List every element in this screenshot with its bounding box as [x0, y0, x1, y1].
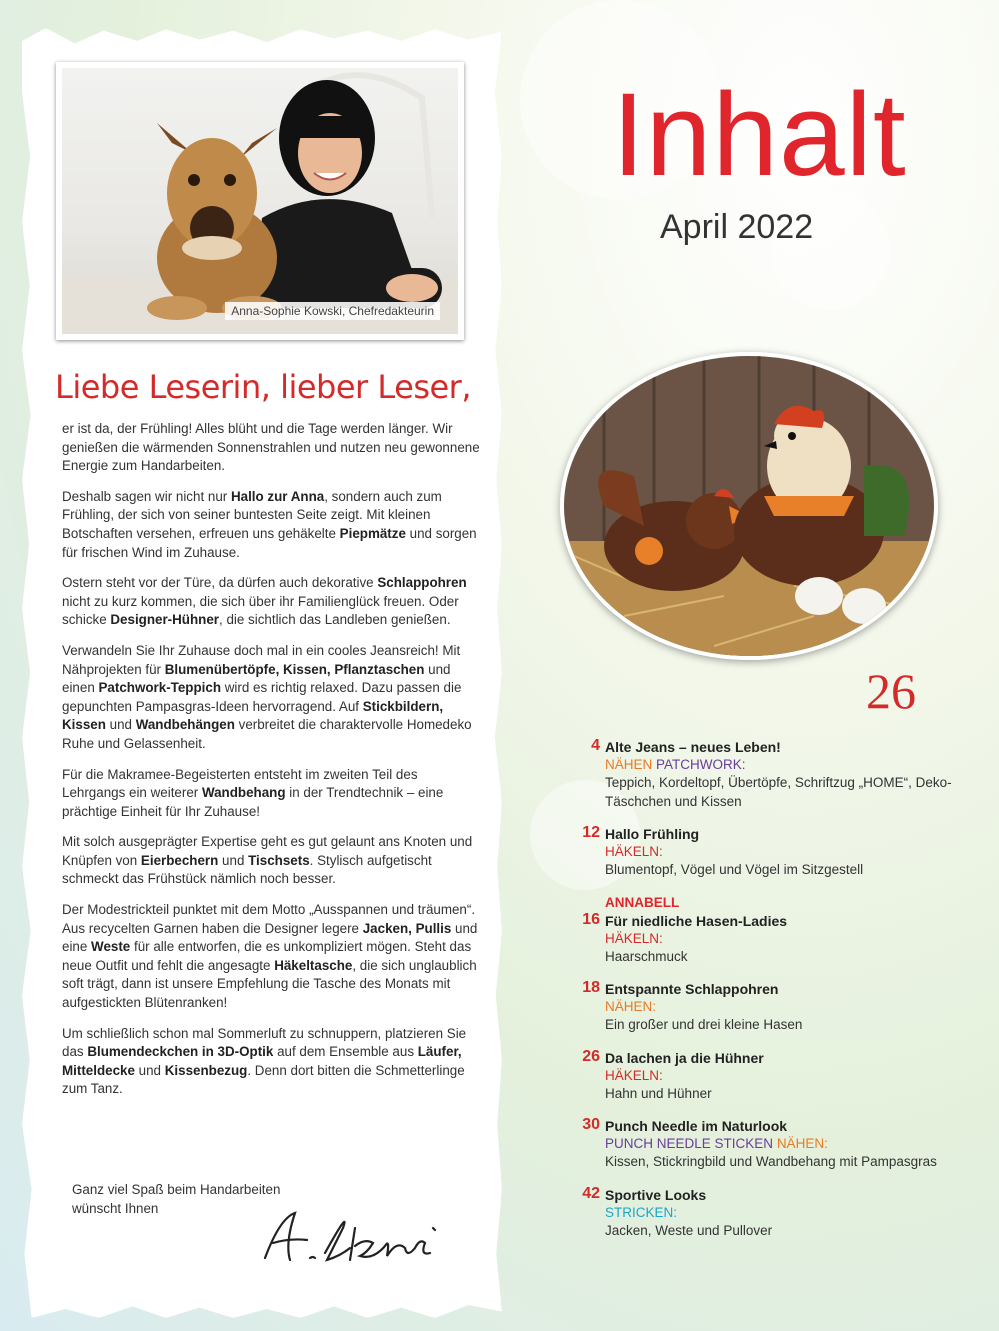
toc-description: Kissen, Stickringbild und Wandbehang mit Pampasgras: [605, 1154, 937, 1169]
paragraph-text: und: [134, 1062, 165, 1078]
editorial-paragraph: [62, 642, 480, 754]
highlight-term: Stickbildern, Kissen: [62, 698, 444, 733]
editorial-paragraph: [62, 901, 480, 1013]
toc-title: Für niedliche Hasen-Ladies: [605, 912, 788, 929]
paragraph-text: und sorgen für frischen Wind im Zuhause.: [62, 525, 477, 560]
toc-description: Ein großer und drei kleine Hasen: [605, 1017, 803, 1032]
paragraph-text: er ist da, der Frühling! Alles blüht und die Tage werden länger. Wir genießen die wärmenden Sonnenstrahlen und nutzen neu gewonnene Energie zum Handarbeiten.: [62, 421, 480, 474]
handwritten-signature: [255, 1198, 445, 1278]
toc-entry[interactable]: [560, 1049, 980, 1104]
editorial-paragraph: [62, 488, 480, 562]
highlight-term: Patchwork-Teppich: [98, 680, 222, 696]
highlight-term: Blumendeckchen in 3D-Optik: [87, 1044, 274, 1060]
paragraph-text: verbreitet die charaktervolle Homedeko Ruhe und Gelassenheit.: [62, 717, 472, 751]
toc-description: Blumentopf, Vögel und Vögel im Sitzgestell: [605, 862, 864, 877]
highlight-term: Kissenbezug: [164, 1062, 248, 1078]
paragraph-text: nicht zu kurz kommen, die sich über ihr Familienglück freuen. Oder schicke: [62, 593, 459, 628]
paragraph-text: und eine: [62, 920, 478, 955]
toc-title: Sportive Looks: [605, 1186, 707, 1203]
paragraph-text: Um schließlich schon mal Sommerluft zu schnuppern, platzieren Sie das: [62, 1025, 467, 1060]
paragraph-text: Mit solch ausgeprägter Expertise geht es gut gelaunt ans Knoten und Knüpfen von: [62, 834, 473, 868]
editor-photo-frame: [56, 62, 464, 340]
editorial-paragraph: [62, 766, 480, 822]
paragraph-text: , die sichtlich das Landleben genießen.: [219, 612, 451, 628]
toc-series-label: ANNABELL: [605, 894, 680, 910]
toc-category-tag: NÄHEN:: [605, 999, 657, 1014]
editorial-headline: Liebe Leserin, lieber Leser,: [55, 368, 471, 406]
toc-description: Haarschmuck: [605, 948, 688, 964]
featured-chickens-image: [560, 352, 938, 660]
toc-page-number: 16: [582, 910, 600, 928]
photo-caption: Anna-Sophie Kowski, Chefredakteurin: [225, 302, 440, 320]
toc-entry[interactable]: [560, 1117, 980, 1172]
highlight-term: Wandbehängen: [135, 717, 235, 733]
toc-category-tag: HÄKELN:: [605, 1067, 663, 1083]
paragraph-text: . Denn dort bitten die Schmetterlinge zum Tanz.: [62, 1062, 465, 1097]
toc-category-tag: HÄKELN:: [605, 930, 663, 946]
toc-category-tag: STRICKEN:: [605, 1204, 678, 1220]
highlight-term: Blumenübertöpfe, Kissen, Pflanztaschen: [164, 661, 425, 677]
toc-title: Alte Jeans – neues Leben!: [605, 739, 781, 755]
highlight-term: Läufer, Mitteldecke: [62, 1044, 462, 1078]
issue-date: April 2022: [660, 208, 814, 246]
editorial-paragraph: [62, 1025, 480, 1099]
toc-category: [605, 998, 980, 1016]
toc-entry[interactable]: [560, 825, 980, 880]
toc-page-number: 18: [582, 979, 600, 996]
highlight-term: Weste: [91, 939, 131, 955]
paragraph-text: und: [105, 717, 136, 733]
toc-title: Da lachen ja die Hühner: [605, 1049, 764, 1066]
toc-page-number: 42: [582, 1184, 600, 1202]
paragraph-text: Ostern steht vor der Türe, da dürfen auch dekorative: [62, 575, 378, 591]
signoff-line-2: wünscht Ihnen: [72, 1201, 159, 1216]
toc-entry[interactable]: [560, 738, 980, 811]
toc-page-number: 26: [582, 1047, 600, 1065]
featured-page-number: 26: [866, 663, 916, 719]
crochet-chickens-illustration: [564, 356, 934, 656]
highlight-term: Wandbehang: [201, 785, 286, 801]
highlight-term: Piepmätze: [339, 525, 406, 541]
toc-category: [605, 1204, 980, 1222]
toc-description: Hahn und Hühner: [605, 1085, 712, 1101]
toc-page-number: 30: [582, 1116, 600, 1133]
editorial-paragraph: [62, 833, 480, 889]
editor-photo: [62, 68, 458, 334]
highlight-term: Schlappohren: [377, 575, 467, 591]
paragraph-text: wird es richtig relaxed. Dazu passen die gepunchten Pampasgras-Ideen hervorragend. Auf: [62, 680, 462, 714]
toc-entry[interactable]: [560, 1186, 980, 1241]
highlight-term: Designer-Hühner: [110, 612, 220, 628]
toc-category-tag: PATCHWORK:: [656, 757, 746, 772]
toc-category-tag: NÄHEN: [605, 757, 653, 772]
toc-page-number: 4: [591, 737, 600, 754]
editorial-paragraph: [62, 574, 480, 630]
toc-category-tag: PUNCH NEEDLE STICKEN: [605, 1136, 774, 1151]
toc-page-number: 12: [582, 824, 600, 841]
highlight-term: Eierbechern: [140, 852, 219, 868]
toc-category: [605, 930, 980, 948]
signoff-line-1: Ganz viel Spaß beim Handarbeiten: [72, 1182, 281, 1197]
highlight-term: Jacken, Pullis: [362, 920, 452, 936]
paragraph-text: und: [218, 852, 249, 868]
editorial-body: [62, 420, 480, 1111]
toc-description: Jacken, Weste und Pullover: [605, 1222, 773, 1238]
paragraph-text: , sondern auch zum Frühling, der sich von seiner buntesten Seite zeigt. Mit kleinen Botschaften versehen, erfreuen uns gehäkelte: [62, 488, 442, 541]
paragraph-text: in der Trendtechnik – eine prächtige Einheit für Ihr Zuhause!: [62, 785, 444, 819]
table-of-contents: [560, 738, 980, 1254]
toc-category: [605, 1135, 980, 1153]
paragraph-text: Deshalb sagen wir nicht nur: [62, 488, 231, 504]
highlight-term: Hallo zur Anna: [230, 488, 325, 504]
paragraph-text: Der Modestrickteil punktet mit dem Motto „Ausspannen und träumen“. Aus recycelten Garnen haben die Designer legere: [62, 902, 476, 936]
toc-entry[interactable]: [560, 894, 980, 967]
editorial-paragraph: [62, 420, 480, 476]
paragraph-text: Verwandeln Sie Ihr Zuhause doch mal in ein cooles Jeansreich! Mit Nähprojekten für: [62, 642, 461, 677]
paragraph-text: und einen: [62, 661, 451, 696]
page-title: Inhalt: [612, 69, 907, 201]
toc-title: Hallo Frühling: [605, 826, 700, 842]
signoff: [72, 1180, 280, 1218]
paragraph-text: für alle entworfen, die es unkompliziert mögen. Steht das neue Outfit und fehlt die angesagte: [62, 939, 472, 973]
toc-category-tag: NÄHEN:: [776, 1136, 828, 1151]
highlight-term: Häkeltasche: [274, 957, 353, 973]
toc-title: Punch Needle im Naturlook: [605, 1118, 788, 1134]
toc-category: [605, 1067, 980, 1085]
paragraph-text: , die sich unglaublich soft trägt, dann ist unsere Empfehlung die Tasche des Monats mit aufgestickten Blütenranken!: [62, 957, 477, 1011]
paragraph-text: auf dem Ensemble aus: [273, 1044, 418, 1060]
toc-description: Teppich, Kordeltopf, Übertöpfe, Schriftzug „HOME“, Deko-Täschchen und Kissen: [605, 775, 952, 809]
toc-category: [605, 843, 980, 861]
toc-entry[interactable]: [560, 980, 980, 1035]
paragraph-text: . Stylisch aufgetischt schmeckt das Frühstück nämlich noch besser.: [62, 852, 432, 887]
toc-category: [605, 756, 980, 774]
paragraph-text: Für die Makramee-Begeisterten entsteht im zweiten Teil des Lehrgangs ein weiterer: [62, 766, 418, 801]
highlight-term: Tischsets: [248, 852, 310, 868]
toc-category-tag: HÄKELN:: [605, 844, 663, 859]
toc-title: Entspannte Schlappohren: [605, 981, 779, 997]
editor-with-dog-image: [62, 68, 458, 334]
